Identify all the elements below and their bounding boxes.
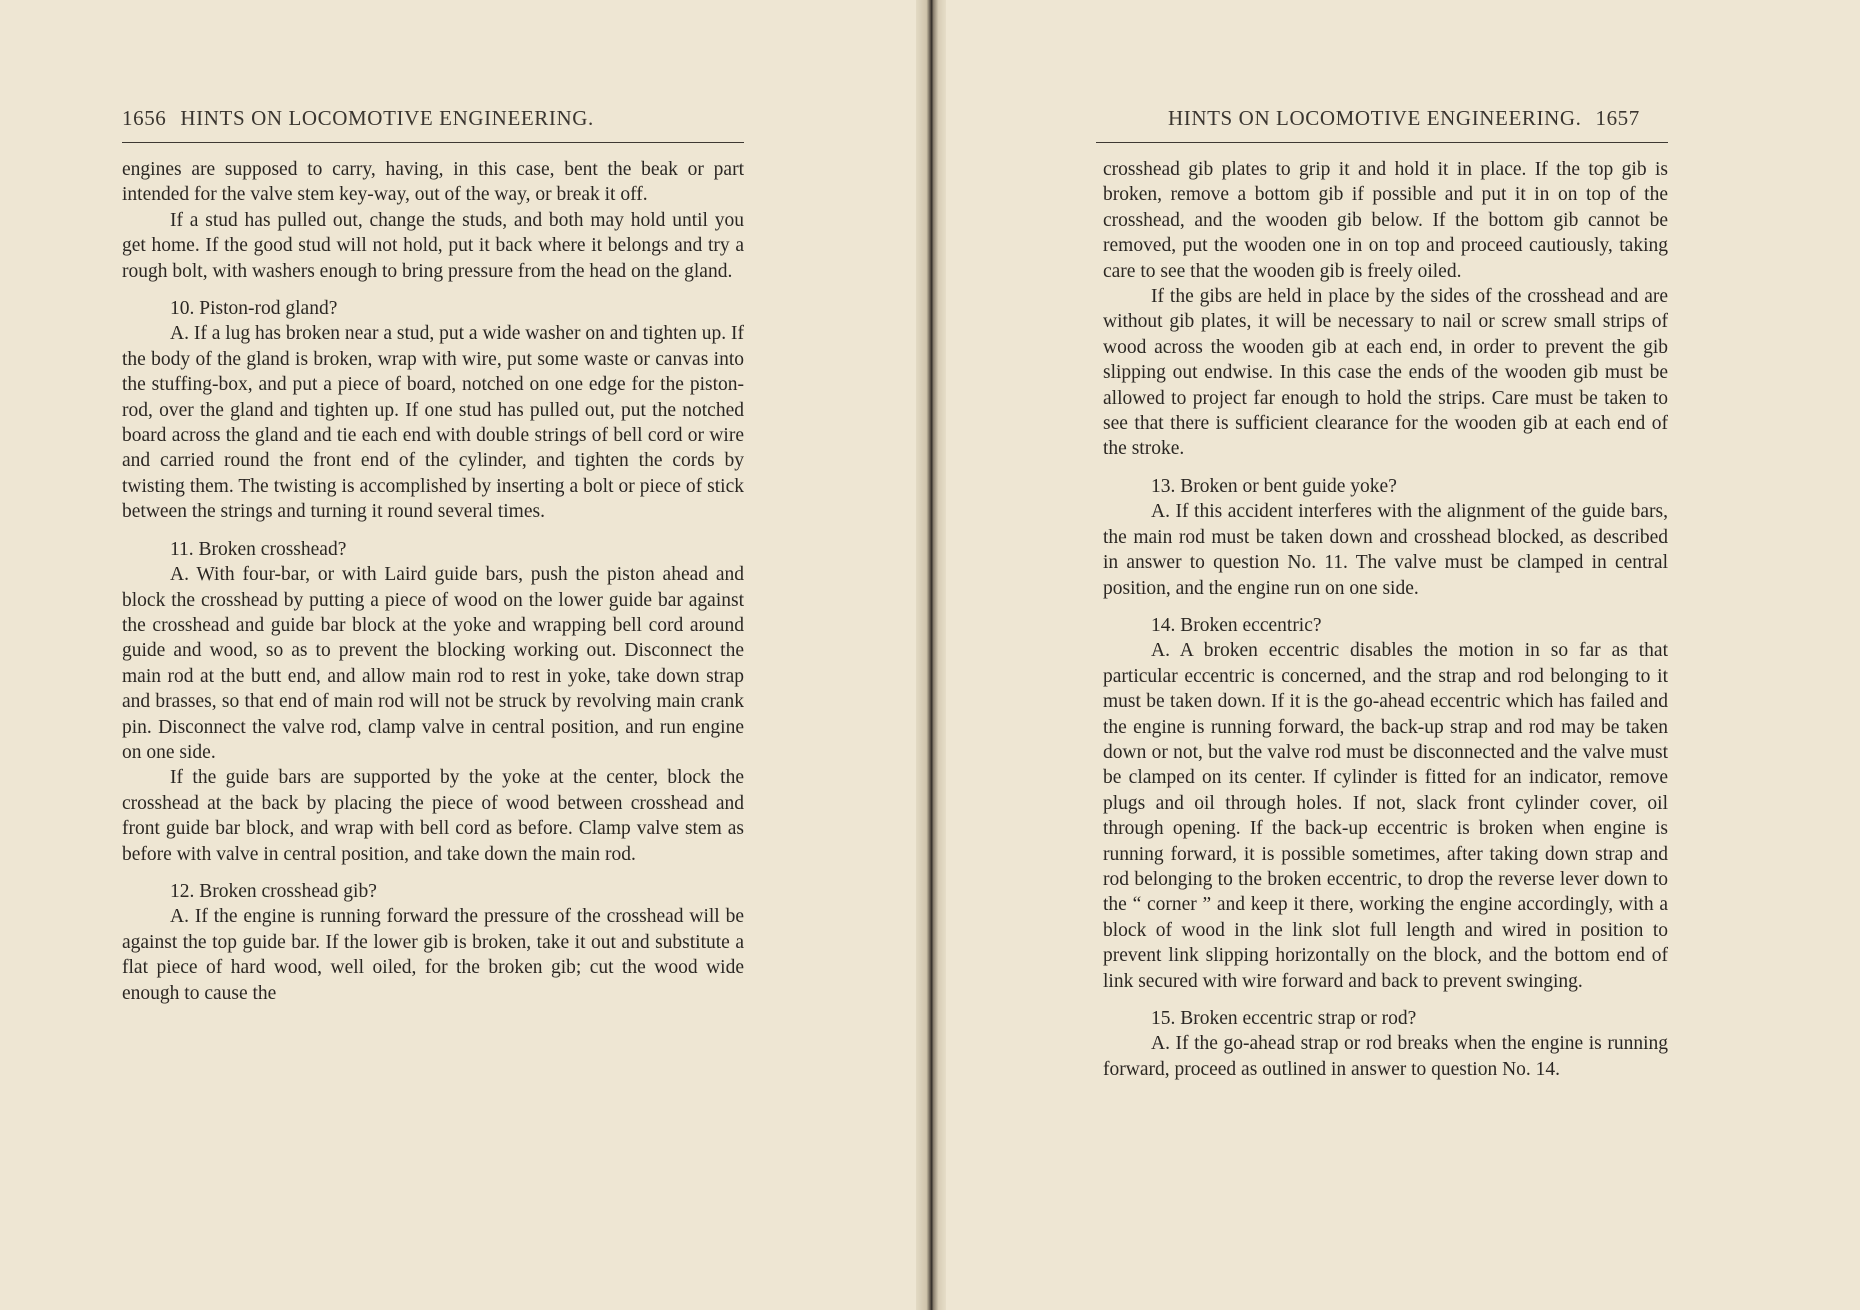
question-11: 11. Broken crosshead? (170, 538, 347, 560)
question-12: 12. Broken crosshead gib? (170, 880, 377, 902)
left-page-number: 1656 (122, 106, 167, 130)
answer-12: A. If the engine is running forward the pressure of the crosshead will be against the top guide bar. If the lower gib is broken, take it out and substitute a flat piece of hard wood, well oiled, for the broken gib; cut the wood wide enough to cause the (122, 906, 744, 1004)
answer-11: A. With four-bar, or with Laird guide bars, push the piston ahead and block the crosshead by putting a piece of wood on the lower guide bar against the crosshead and guide bar block at the yoke and wrapping bell cord around guide and wood, so as to prevent the blocking working out. Disconnect the main rod at the butt end, and allow main rod to rest in yoke, take down strap and brasses, so that end of main rod will not be struck by revolving main crank pin. Disconnect the valve rod, clamp valve in central position, and run engine on one side. (122, 564, 744, 763)
book-gutter (916, 0, 946, 1310)
paragraph: If a stud has pulled out, change the studs, and both may hold until you get home. If the good stud will not hold, put it back where it belongs and try a rough bolt, with washers enough to bring pressure from the head on the gland. (122, 209, 744, 282)
left-running-head-title: HINTS ON LOCOMOTIVE ENGINEERING. (180, 106, 594, 130)
question-14: 14. Broken eccentric? (1151, 614, 1322, 636)
right-running-head-title: HINTS ON LOCOMOTIVE ENGINEERING. (1168, 106, 1582, 130)
right-page (946, 0, 1860, 1310)
left-running-head (122, 106, 742, 136)
answer-13: A. If this accident interferes with the alignment of the guide bars, the main rod must be taken down and crosshead blocked, as described in answer to question No. 11. The valve must be clamped in central position, and the engine run on one side. (1103, 501, 1668, 599)
left-head-rule (122, 142, 744, 143)
right-page-number: 1657 (1595, 106, 1640, 130)
answer-15: A. If the go-ahead strap or rod breaks when the engine is running forward, proceed as outlined in answer to question No. 14. (1103, 1033, 1668, 1080)
right-body-text (1103, 157, 1668, 1082)
paragraph-continuation: engines are supposed to carry, having, in this case, bent the beak or part intended for the valve stem key-way, out of the way, or break it off. (122, 159, 744, 206)
paragraph: If the gibs are held in place by the sides of the crosshead and are without gib plates, it will be necessary to nail or screw small strips of wood across the wooden gib at each end, in order to prevent the gib slipping out endwise. In this case the ends of the wooden gib must be allowed to project far enough to hold the strips. Care must be taken to see that there is sufficient clearance for the wooden gib at each end of the stroke. (1103, 286, 1668, 460)
answer-10: A. If a lug has broken near a stud, put a wide washer on and tighten up. If the body of the gland is broken, wrap with wire, put some waste or canvas into the stuffing-box, and put a piece of board, notched on one edge for the piston-rod, over the gland and tighten up. If one stud has pulled out, put the notched board across the gland and tie each end with double strings of bell cord or wire and carried round the front end of the cylinder, and tighten the cords by twisting them. The twisting is accomplished by inserting a bolt or piece of stick between the strings and turning it round several times. (122, 323, 745, 523)
question-10: 10. Piston-rod gland? (170, 298, 338, 320)
right-running-head (1168, 106, 1668, 136)
right-head-rule (1096, 142, 1668, 143)
question-13: 13. Broken or bent guide yoke? (1151, 475, 1397, 497)
left-page (0, 0, 916, 1310)
answer-14: A. A broken eccentric disables the motion in so far as that particular eccentric is concerned, and the strap and rod belonging to it must be taken down. If it is the go-ahead eccentric which has failed and the engine is running forward, the back-up strap and rod may be taken down or not, but the valve rod must be disconnected and the valve must be clamped on its center. If cylinder is fitted for an indicator, remove plugs and oil through holes. If not, slack front cylinder cover, oil through opening. If the back-up eccentric is broken when engine is running forward, it is possible sometimes, after taking down strap and rod belonging to the broken eccentric, to drop the reverse lever down to the “ corner ” and keep it there, working the engine accordingly, with a block of wood in the link slot full length and wired in position to prevent link slipping horizontally on the block, and the bottom end of link secured with wire forward and back to prevent swinging. (1103, 640, 1668, 992)
left-body-text (122, 157, 744, 1006)
paragraph: If the guide bars are supported by the yoke at the center, block the crosshead at the back by placing the piece of wood between crosshead and front guide bar block, and wrap with bell cord as before. Clamp valve stem as before with valve in central position, and take down the main rod. (122, 767, 744, 865)
paragraph-continuation: crosshead gib plates to grip it and hold it in place. If the top gib is broken, remove a bottom gib if possible and put it in on top of the crosshead, and the wooden gib below. If the bottom gib cannot be removed, put the wooden one in on top and proceed cautiously, taking care to see that the wooden gib is freely oiled. (1103, 159, 1668, 282)
question-15: 15. Broken eccentric strap or rod? (1151, 1008, 1417, 1029)
